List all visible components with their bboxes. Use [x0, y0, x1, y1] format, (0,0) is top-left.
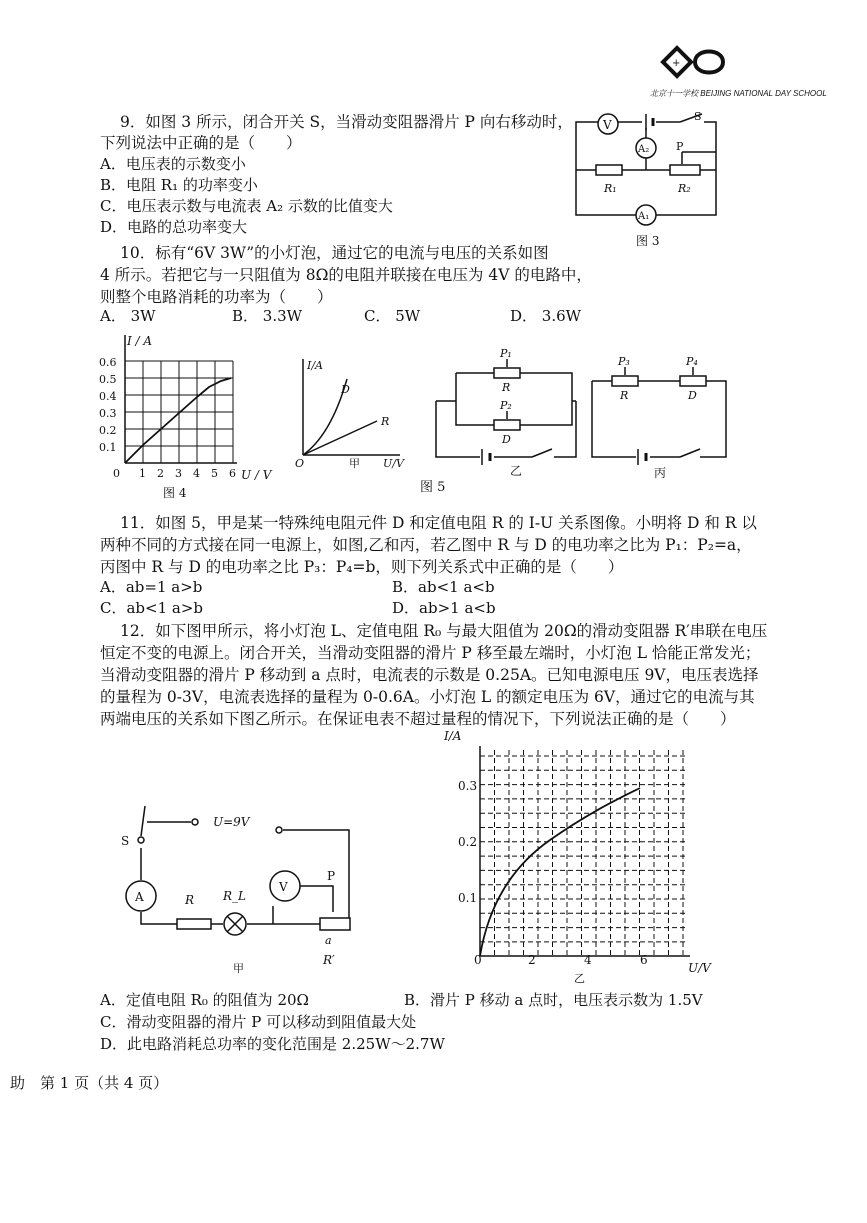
q11-option-c[interactable]: C．ab<1 a>b: [100, 599, 204, 617]
fig4-xtick: 5: [211, 467, 218, 480]
graph-xtick: 2: [528, 953, 536, 967]
fig4-xtick: 0: [113, 467, 120, 480]
logo-icon: [655, 38, 735, 88]
yi-d-label: D: [502, 433, 511, 446]
yi-label: 乙: [510, 464, 523, 478]
figure-4-caption: 图 4: [163, 486, 187, 500]
circuit-rheostat: R′: [323, 953, 335, 967]
q10-option-a[interactable]: A． 3W: [100, 307, 156, 325]
q11-line3: 丙图中 R 与 D 的电功率之比 P₃：P₄=b，则下列关系式中正确的是（ ）: [100, 558, 624, 576]
circuit-ammeter: A: [135, 890, 144, 904]
circuit-resistor-r: R: [185, 893, 195, 907]
q12-circuit-jia: [115, 800, 365, 980]
figure-5-jia-graph: [295, 355, 420, 470]
q9-option-d[interactable]: D．电路的总功率变大: [100, 218, 248, 236]
figure-5-yi-circuit: [432, 345, 582, 480]
q10-option-b[interactable]: B． 3.3W: [232, 307, 303, 325]
yi-p1-label: P₁: [500, 347, 512, 360]
q11-option-a[interactable]: A．ab=1 a>b: [100, 578, 203, 596]
q11-line1: 11．如图 5，甲是某一特殊纯电阻元件 D 和定值电阻 R 的 I-U 关系图像。小明将 D 和 R 以: [120, 514, 757, 532]
figure-4-graph: [85, 335, 285, 505]
fig4-ytick: 0.5: [99, 373, 117, 386]
svg-text:+: +: [672, 58, 681, 69]
jia-line-r: R: [381, 415, 390, 428]
q12-line5: 两端电压的关系如下图乙所示。在保证电表不超过量程的情况下，下列说法正确的是（ ）: [100, 710, 736, 728]
slider-p-label: P: [676, 140, 684, 153]
fig4-xtick: 1: [139, 467, 146, 480]
bing-p3-label: P₃: [618, 355, 630, 368]
jia-label: 甲: [349, 457, 360, 470]
circuit-switch-s: S: [121, 834, 130, 848]
q9-line2: 下列说法中正确的是（ ）: [100, 134, 302, 152]
figure-3-caption: 图 3: [636, 234, 660, 248]
q12-line3: 当滑动变阻器的滑片 P 移动到 a 点时，电流表的示数是 0.25A。已知电源电压 9V，电压表选择: [100, 666, 759, 684]
fig4-xtick: 3: [175, 467, 182, 480]
jia-xlabel: U/V: [383, 457, 404, 470]
q9-option-c[interactable]: C．电压表示数与电流表 A₂ 示数的比值变大: [100, 197, 393, 215]
fig4-xtick: 2: [157, 467, 164, 480]
graph-xtick: 6: [640, 953, 648, 967]
q12-line4: 的量程为 0-3V，电流表选择的量程为 0-0.6A。小灯泡 L 的额定电压为 6V，通过它的电流与其: [100, 688, 755, 706]
yi-r-label: R: [502, 381, 511, 394]
figure-3-circuit: [570, 112, 730, 252]
circuit-voltage: U=9V: [213, 815, 250, 829]
fig4-ytick: 0.3: [99, 407, 117, 420]
graph-xtick: 4: [584, 953, 592, 967]
bing-p4-label: P₄: [686, 355, 698, 368]
q11-option-b[interactable]: B．ab<1 a<b: [392, 578, 495, 596]
q9-option-a[interactable]: A．电压表的示数变小: [100, 155, 246, 173]
q11-line2: 两种不同的方式接在同一电源上，如图,乙和丙，若乙图中 R 与 D 的电功率之比为 P₁：P₂=a，: [100, 536, 752, 554]
q12-line2: 恒定不变的电源上。闭合开关，当滑动变阻器的滑片 P 移至最左端时，小灯泡 L 恰能正常发光；: [100, 644, 761, 662]
bing-r-label: R: [620, 389, 629, 402]
voltmeter-label: V: [603, 118, 612, 132]
q12-line1: 12．如下图甲所示，将小灯泡 L、定值电阻 R₀ 与最大阻值为 20Ω的滑动变阻器 R′串联在电压: [120, 622, 768, 640]
fig4-ytick: 0.2: [99, 424, 117, 437]
q12-option-a[interactable]: A．定值电阻 R₀ 的阻值为 20Ω: [100, 991, 309, 1009]
q12-option-b[interactable]: B．滑片 P 移动 a 点时，电压表示数为 1.5V: [404, 991, 703, 1009]
bing-d-label: D: [688, 389, 697, 402]
circuit-voltmeter: V: [279, 880, 288, 894]
q10-line2: 4 所示。若把它与一只阻值为 8Ω的电阻并联接在电压为 4V 的电路中，: [100, 266, 592, 284]
circuit-point-a: a: [325, 934, 332, 947]
graph-ylabel: I/A: [444, 729, 462, 743]
ammeter-a2-label: A₂: [638, 144, 650, 155]
r1-label: R₁: [604, 182, 617, 195]
bing-label: 丙: [654, 466, 667, 480]
graph-xtick: 0: [474, 953, 482, 967]
figure-5-caption: 图 5: [420, 480, 446, 495]
fig4-ytick: 0.4: [99, 390, 117, 403]
jia-curve-d: D: [341, 383, 350, 396]
q10-option-d[interactable]: D． 3.6W: [510, 307, 582, 325]
fig4-ytick: 0.1: [99, 441, 117, 454]
fig4-ytick: 0.6: [99, 356, 117, 369]
jia-ylabel: I/A: [307, 359, 323, 372]
circuit-slider-p: P: [327, 869, 336, 883]
page-footer: 助 第 1 页（共 4 页）: [10, 1074, 169, 1092]
jia-origin: O: [295, 457, 305, 470]
fig4-xtick: 4: [193, 467, 200, 480]
ammeter-a1-label: A₁: [638, 211, 650, 222]
circuit-jia-label: 甲: [233, 962, 244, 975]
r2-label: R₂: [678, 182, 691, 195]
yi-p2-label: P₂: [500, 399, 512, 412]
q11-option-d[interactable]: D．ab>1 a<b: [392, 599, 496, 617]
circuit-lamp-rl: R_L: [223, 889, 247, 903]
graph-ytick: 0.1: [458, 891, 478, 905]
graph-xlabel: U/V: [688, 961, 711, 975]
q9-option-b[interactable]: B．电阻 R₁ 的功率变小: [100, 176, 258, 194]
switch-s-label: S: [694, 110, 702, 123]
fig4-xtick: 6: [229, 467, 236, 480]
q10-line3: 则整个电路消耗的功率为（ ）: [100, 288, 333, 306]
graph-ytick: 0.3: [458, 779, 478, 793]
q10-line1: 10．标有“6V 3W”的小灯泡，通过它的电流与电压的关系如图: [120, 244, 549, 262]
q9-line1: 9．如图 3 所示，闭合开关 S，当滑动变阻器滑片 P 向右移动时，: [120, 113, 573, 131]
graph-yi-label: 乙: [574, 972, 585, 985]
q10-option-c[interactable]: C． 5W: [364, 307, 421, 325]
fig4-xlabel: U / V: [241, 468, 272, 482]
q12-option-c[interactable]: C．滑动变阻器的滑片 P 可以移动到阻值最大处: [100, 1013, 417, 1031]
q12-graph-yi: [440, 728, 730, 988]
fig4-ylabel: I / A: [127, 334, 153, 348]
graph-ytick: 0.2: [458, 835, 478, 849]
figure-5-bing-circuit: [588, 355, 733, 480]
q12-option-d[interactable]: D．此电路消耗总功率的变化范围是 2.25W～2.7W: [100, 1035, 445, 1053]
logo-subtitle: 北京十一学校 BEIJING NATIONAL DAY SCHOOL: [650, 89, 827, 98]
